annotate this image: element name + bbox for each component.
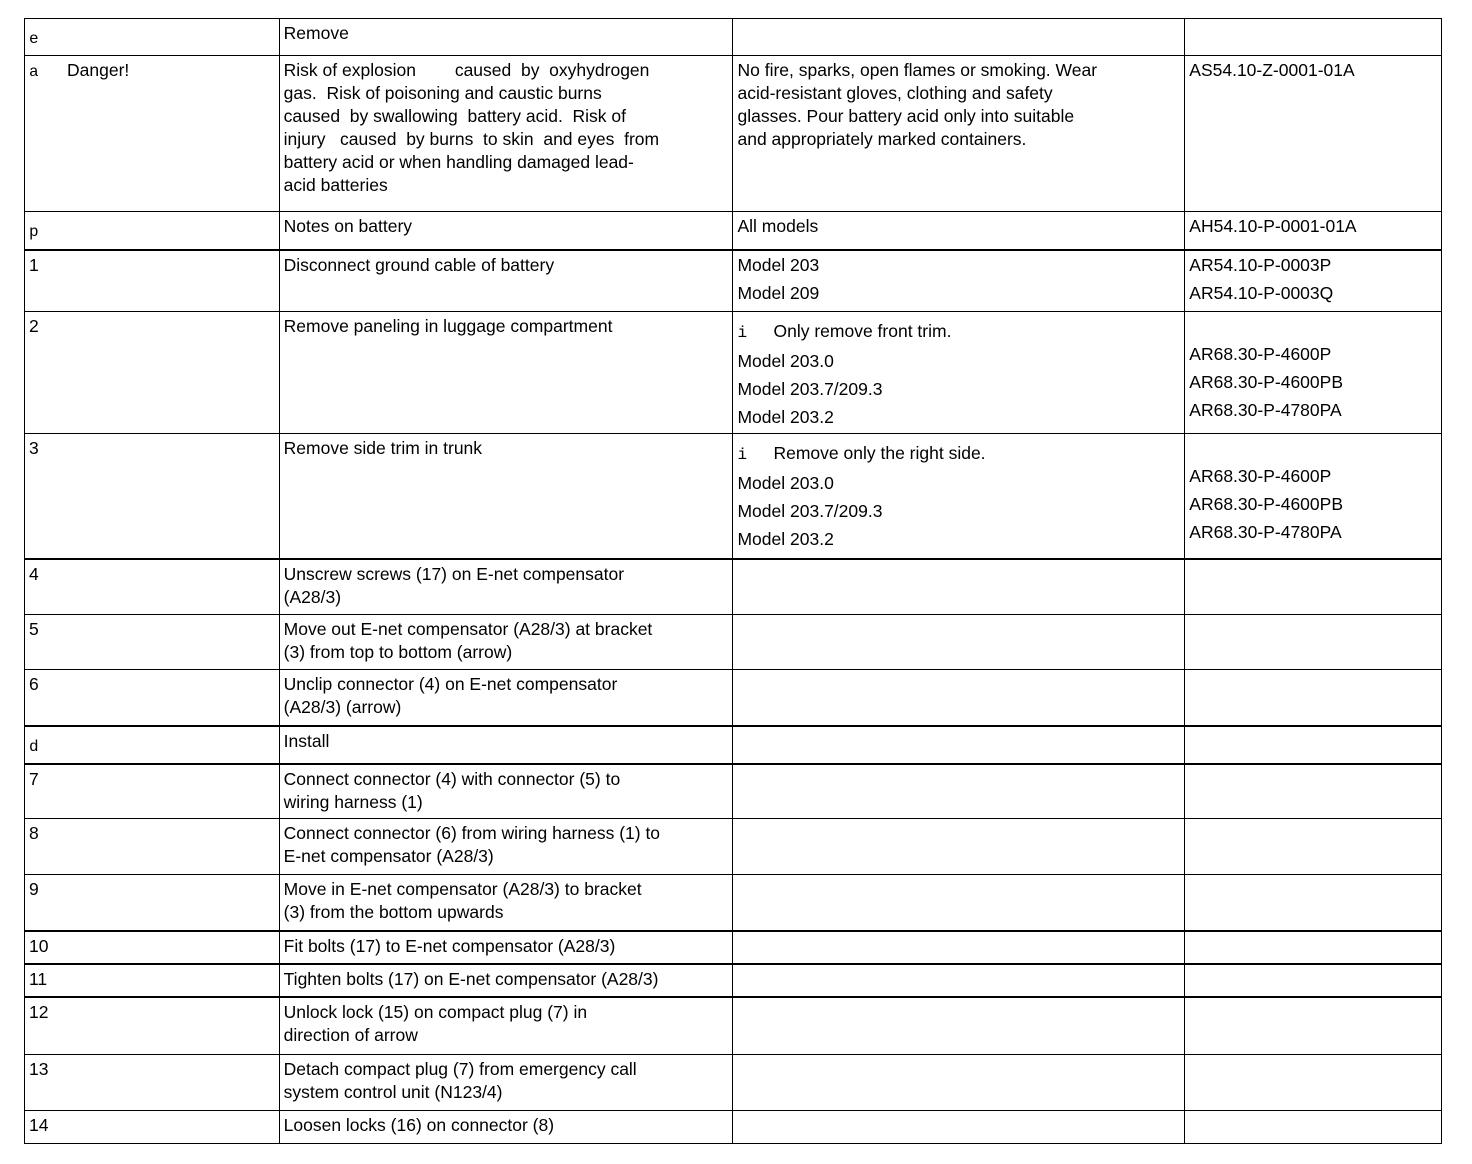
action-cell <box>279 19 733 56</box>
reference-text: AR68.30-P-4600PB <box>1189 372 1343 392</box>
step-cell <box>25 1111 280 1144</box>
step-label: 3 <box>29 438 39 458</box>
action-text: system control unit (N123/4) <box>283 1082 503 1102</box>
table-row <box>25 312 1442 434</box>
action-text: Unclip connector (4) on E-net compensator <box>283 674 618 694</box>
notes-cell <box>733 212 1185 250</box>
reference-cell <box>1185 997 1442 1055</box>
notes-text: No fire, sparks, open flames or smoking. Wear <box>737 60 1098 80</box>
table-row <box>25 670 1442 726</box>
notes-cell <box>733 819 1185 875</box>
action-text: (3) from the bottom upwards <box>283 902 504 922</box>
step-cell <box>25 615 280 670</box>
reference-cell <box>1185 19 1442 56</box>
table-row <box>25 726 1442 764</box>
notes-text: Model 203.7/209.3 <box>737 501 883 521</box>
reference-cell <box>1185 434 1442 559</box>
reference-cell <box>1185 1111 1442 1144</box>
notes-cell <box>733 931 1185 964</box>
notes-text: acid-resistant gloves, clothing and safety <box>737 83 1053 103</box>
step-label: 1 <box>29 254 39 275</box>
reference-cell <box>1185 312 1442 434</box>
notes-text: Model 203.0 <box>737 473 834 493</box>
action-text: Loosen locks (16) on connector (8) <box>283 1115 555 1135</box>
action-text: Tighten bolts (17) on E-net compensator (A28/3) <box>283 968 659 989</box>
step-cell <box>25 726 280 764</box>
notes-text: Model 209 <box>737 282 820 303</box>
action-cell <box>279 964 733 997</box>
notes-text: Model 203.2 <box>737 407 834 427</box>
table-row <box>25 212 1442 250</box>
notes-cell <box>733 997 1185 1055</box>
step-label: 12 <box>29 1001 49 1022</box>
action-text: acid batteries <box>283 175 388 195</box>
action-cell <box>279 559 733 615</box>
reference-cell <box>1185 875 1442 931</box>
table-row <box>25 250 1442 312</box>
reference-cell <box>1185 819 1442 875</box>
notes-cell <box>733 19 1185 56</box>
step-cell <box>25 559 280 615</box>
action-text: wiring harness (1) <box>283 791 423 812</box>
reference-text: AR68.30-P-4600P <box>1189 344 1332 364</box>
step-cell <box>25 764 280 819</box>
action-text: (A28/3) (arrow) <box>283 697 402 717</box>
reference-cell <box>1185 56 1442 212</box>
action-text: Detach compact plug (7) from emergency call <box>283 1059 637 1079</box>
step-cell <box>25 670 280 726</box>
symbol-icon: e <box>29 30 39 48</box>
notes-text: Model 203.7/209.3 <box>737 379 883 399</box>
reference-text: AR68.30-P-4600P <box>1189 466 1332 486</box>
reference-text: AR54.10-P-0003P <box>1189 254 1332 275</box>
action-cell <box>279 764 733 819</box>
notes-text: All models <box>737 216 819 236</box>
action-text: Notes on battery <box>283 216 413 236</box>
action-cell <box>279 1055 733 1111</box>
reference-cell <box>1185 1055 1442 1111</box>
procedure-table <box>24 18 1442 1144</box>
table-row <box>25 615 1442 670</box>
action-text: (A28/3) <box>283 586 342 607</box>
action-text: (3) from top to bottom (arrow) <box>283 642 513 662</box>
info-note <box>737 442 1180 467</box>
reference-text: AR68.30-P-4780PA <box>1189 522 1342 542</box>
info-text: Only remove front trim. <box>773 321 952 341</box>
action-text: Install <box>283 730 330 751</box>
notes-cell <box>733 964 1185 997</box>
notes-cell <box>733 559 1185 615</box>
reference-cell <box>1185 559 1442 615</box>
action-cell <box>279 1111 733 1144</box>
reference-cell <box>1185 931 1442 964</box>
notes-cell <box>733 56 1185 212</box>
reference-cell <box>1185 615 1442 670</box>
reference-cell <box>1185 212 1442 250</box>
step-label: 7 <box>29 768 39 789</box>
action-text: Risk of explosion caused by oxyhydrogen <box>283 60 650 80</box>
action-text: Connect connector (6) from wiring harness (1) to <box>283 823 661 843</box>
step-cell <box>25 56 280 212</box>
table-row <box>25 559 1442 615</box>
step-label: 14 <box>29 1115 49 1135</box>
info-icon: i <box>737 324 748 342</box>
notes-cell <box>733 726 1185 764</box>
step-cell <box>25 250 280 312</box>
action-text: battery acid or when handling damaged lead- <box>283 152 634 172</box>
action-text: E-net compensator (A28/3) <box>283 846 494 866</box>
action-cell <box>279 56 733 212</box>
reference-cell <box>1185 764 1442 819</box>
reference-cell <box>1185 726 1442 764</box>
table-row <box>25 1111 1442 1144</box>
notes-cell <box>733 312 1185 434</box>
action-cell <box>279 997 733 1055</box>
step-label: 8 <box>29 823 39 843</box>
action-text: Remove paneling in luggage compartment <box>283 316 613 336</box>
action-cell <box>279 875 733 931</box>
symbol-icon: a <box>29 63 39 81</box>
table-row <box>25 819 1442 875</box>
action-text: caused by swallowing battery acid. Risk of <box>283 106 627 126</box>
reference-text <box>1189 437 1437 460</box>
step-cell <box>25 931 280 964</box>
step-cell <box>25 964 280 997</box>
reference-cell <box>1185 670 1442 726</box>
action-text: Move in E-net compensator (A28/3) to bracket <box>283 879 642 899</box>
notes-text: Model 203 <box>737 254 820 275</box>
reference-text: AS54.10-Z-0001-01A <box>1189 60 1355 80</box>
action-text: Connect connector (4) with connector (5) to <box>283 768 621 789</box>
reference-text: AR68.30-P-4600PB <box>1189 494 1343 514</box>
table-row <box>25 997 1442 1055</box>
table-row <box>25 1055 1442 1111</box>
action-text: Disconnect ground cable of battery <box>283 254 555 275</box>
table-row <box>25 434 1442 559</box>
action-cell <box>279 615 733 670</box>
action-text: Unscrew screws (17) on E-net compensator <box>283 563 625 584</box>
table-row <box>25 931 1442 964</box>
step-cell <box>25 997 280 1055</box>
action-cell <box>279 726 733 764</box>
notes-cell <box>733 670 1185 726</box>
table-row <box>25 56 1442 212</box>
step-cell <box>25 19 280 56</box>
step-label: 4 <box>29 563 39 584</box>
notes-text: and appropriately marked containers. <box>737 129 1027 149</box>
step-label: 11 <box>29 968 48 989</box>
step-label: 13 <box>29 1059 49 1079</box>
symbol-icon: p <box>29 223 39 241</box>
reference-text: AR54.10-P-0003Q <box>1189 282 1334 303</box>
step-label: Danger! <box>67 60 130 80</box>
notes-cell <box>733 615 1185 670</box>
action-cell <box>279 670 733 726</box>
action-text: Fit bolts (17) to E-net compensator (A28/3) <box>283 935 616 956</box>
step-label: 9 <box>29 879 39 899</box>
step-cell <box>25 434 280 559</box>
action-cell <box>279 312 733 434</box>
step-label: 2 <box>29 316 39 336</box>
action-cell <box>279 212 733 250</box>
action-cell <box>279 819 733 875</box>
table-row <box>25 875 1442 931</box>
table-row <box>25 764 1442 819</box>
table-row <box>25 964 1442 997</box>
info-note <box>737 320 1180 345</box>
info-text: Remove only the right side. <box>773 443 986 463</box>
notes-cell <box>733 434 1185 559</box>
step-cell <box>25 312 280 434</box>
step-label: 5 <box>29 619 39 639</box>
table-row <box>25 19 1442 56</box>
step-cell <box>25 819 280 875</box>
step-label: 6 <box>29 674 39 694</box>
action-text: injury caused by burns to skin and eyes from <box>283 129 660 149</box>
step-cell <box>25 212 280 250</box>
reference-text <box>1189 315 1437 338</box>
reference-text: AR68.30-P-4780PA <box>1189 400 1342 420</box>
notes-cell <box>733 1055 1185 1111</box>
action-text: Move out E-net compensator (A28/3) at bracket <box>283 619 653 639</box>
action-text: direction of arrow <box>283 1024 418 1045</box>
notes-cell <box>733 250 1185 312</box>
action-text: Remove side trim in trunk <box>283 438 483 458</box>
action-cell <box>279 931 733 964</box>
action-cell <box>279 250 733 312</box>
step-cell <box>25 1055 280 1111</box>
info-icon: i <box>737 446 748 464</box>
reference-text: AH54.10-P-0001-01A <box>1189 216 1357 236</box>
notes-cell <box>733 764 1185 819</box>
action-text: Unlock lock (15) on compact plug (7) in <box>283 1001 588 1022</box>
notes-text: Model 203.2 <box>737 529 834 549</box>
notes-text: glasses. Pour battery acid only into suitable <box>737 106 1075 126</box>
step-label: 10 <box>29 935 49 956</box>
notes-cell <box>733 875 1185 931</box>
action-text: gas. Risk of poisoning and caustic burns <box>283 83 602 103</box>
action-cell <box>279 434 733 559</box>
action-text: Remove <box>283 23 349 43</box>
reference-cell <box>1185 250 1442 312</box>
reference-cell <box>1185 964 1442 997</box>
notes-text: Model 203.0 <box>737 351 834 371</box>
symbol-icon: d <box>29 737 39 756</box>
step-cell <box>25 875 280 931</box>
notes-cell <box>733 1111 1185 1144</box>
